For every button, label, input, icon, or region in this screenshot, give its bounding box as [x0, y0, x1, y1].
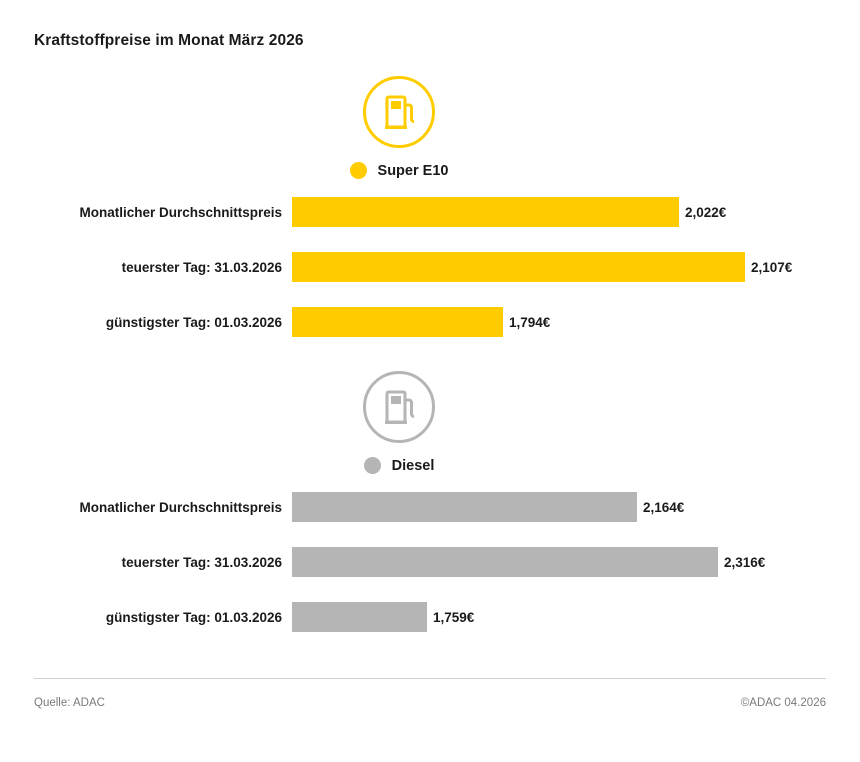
legend-diesel: [364, 457, 435, 474]
row-label: Monatlicher Durchschnittspreis: [79, 204, 282, 220]
row-label: günstigster Tag: 01.03.2026: [105, 314, 282, 330]
bar-rows-super-e10: [34, 197, 826, 337]
table-row: [34, 547, 826, 577]
bar-diesel-most-expensive: [292, 547, 718, 577]
legend-color-dot: [364, 457, 381, 474]
fuel-group-diesel: [34, 371, 826, 632]
bar-value: 2,107€: [751, 259, 793, 275]
bar-diesel-cheapest: [292, 602, 427, 632]
table-row: [34, 602, 826, 632]
legend-color-dot: [350, 162, 367, 179]
bar-area: [292, 547, 826, 577]
row-label: günstigster Tag: 01.03.2026: [105, 609, 282, 625]
bar-area: [292, 197, 826, 227]
bar-area: [292, 307, 826, 337]
legend-label: Super E10: [377, 162, 449, 179]
row-label: Monatlicher Durchschnittspreis: [79, 499, 282, 515]
table-row: [34, 492, 826, 522]
fuel-pump-icon: [363, 371, 435, 443]
page-title: Kraftstoffpreise im Monat März 2026: [34, 32, 304, 49]
table-row: [34, 307, 826, 337]
fuel-group-super-e10: [34, 76, 826, 337]
bar-value: 1,794€: [509, 314, 551, 330]
bar-value: 1,759€: [433, 609, 475, 625]
legend-super-e10: [350, 162, 449, 179]
bar-diesel-average: [292, 492, 637, 522]
footer-divider: [34, 678, 826, 679]
group-header: [34, 76, 826, 179]
table-row: [34, 252, 826, 282]
bar-area: [292, 492, 826, 522]
row-label: teuerster Tag: 31.03.2026: [121, 554, 282, 570]
bar-super-cheapest: [292, 307, 503, 337]
copyright-label: ©ADAC 04.2026: [740, 697, 826, 709]
bar-super-most-expensive: [292, 252, 745, 282]
table-row: [34, 197, 826, 227]
bar-value: 2,022€: [685, 204, 727, 220]
bar-area: [292, 602, 826, 632]
row-label: teuerster Tag: 31.03.2026: [121, 259, 282, 275]
fuel-pump-icon: [363, 76, 435, 148]
footer: [34, 697, 826, 709]
bar-area: [292, 252, 826, 282]
bar-rows-diesel: [34, 492, 826, 632]
bar-value: 2,164€: [643, 499, 685, 515]
group-header: [34, 371, 826, 474]
legend-label: Diesel: [391, 457, 435, 474]
bar-super-average: [292, 197, 679, 227]
bar-value: 2,316€: [724, 554, 766, 570]
source-label: Quelle: ADAC: [34, 697, 105, 709]
